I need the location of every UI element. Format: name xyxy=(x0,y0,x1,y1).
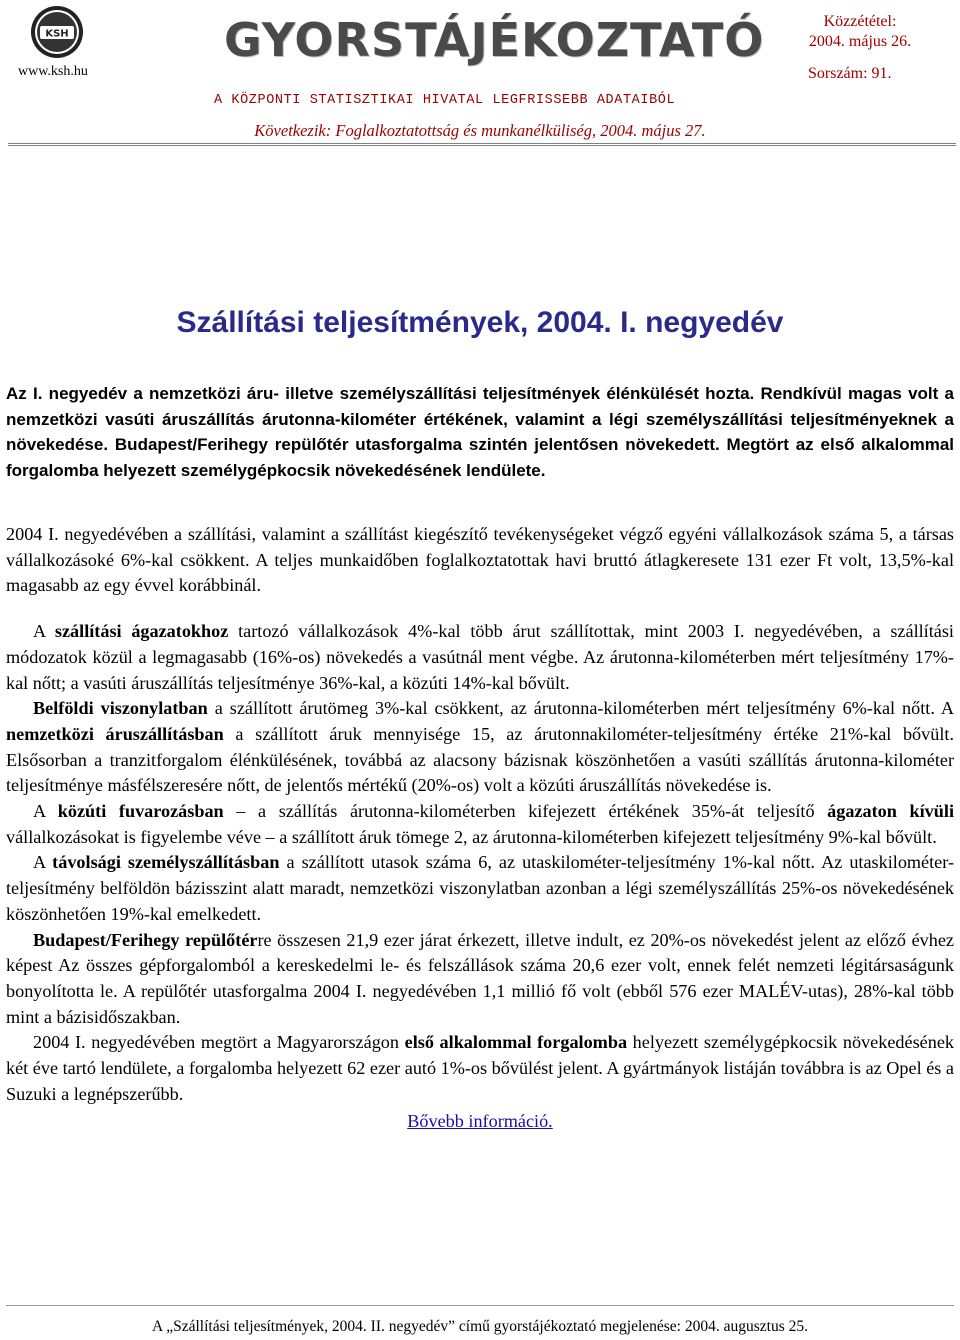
emphasis-road-freight: közúti fuvarozásban xyxy=(57,801,224,822)
emphasis-first-registration: első alkalommal forgalomba xyxy=(404,1032,628,1053)
site-url[interactable]: www.ksh.hu xyxy=(18,64,88,79)
publication-info xyxy=(800,12,920,52)
header-divider xyxy=(8,143,956,146)
paragraph-sectors xyxy=(6,619,954,696)
publication-date: 2004. május 26. xyxy=(808,33,912,50)
paragraph-cars xyxy=(6,1030,954,1107)
text-run: A xyxy=(33,801,58,822)
text-run: a szállított utasok száma 6, az utaskilométer-teljesítmény 1%-kal nőtt. Az utaskilométer-teljesítmény belföldön bázisszint alatt maradt, nemzetközi viszonylatban azonban a légi személyszállítás 25%-os növekedésének köszönhetően 19%-kal emelkedett. xyxy=(6,852,955,924)
issue-number: Sorszám: 91. xyxy=(808,65,892,82)
text-run: helyezett személygépkocsik növekedésének két éve tartó lendülete, a forgalomba helyezett 62 ezer autó 1%-os bővülést jelent. A gyártmányok listáján továbbra is az Opel és a Suzuki a legnépszerűbb. xyxy=(6,1032,954,1104)
text-run: re összesen 21,9 ezer járat érkezett, illetve indult, ez 20%-os növekedést jelent az előző évhez képest Az összes gépforgalomból a kereskedelmi le- és felszállások száma 20,6 ezer volt, ennek felét nemzeti légitársaságunk bonyolította le. A repülőtér utasforgalma 2004 I. negyedévében 1,1 millió fő volt (ebből 576 ezer MALÉV-utas), 28%-kal több mint a bázisidőszakban. xyxy=(6,929,954,1027)
logo-lettering: KSH xyxy=(45,28,69,40)
paragraph-road-freight xyxy=(6,799,954,850)
text-run: vállalkozásokat is figyelembe véve – a szállított áruk tömege 2, az árutonna-kilométerben kifejezett teljesítmény 9%-kal bővült. xyxy=(6,826,937,847)
text-run: a szállított árutömeg 3%-kal csökkent, az árutonna-kilométerben mért teljesítmény 6%-kal nőtt. A xyxy=(207,698,954,719)
footer-divider xyxy=(6,1305,954,1306)
emphasis-international: nemzetközi áruszállításban xyxy=(6,723,224,744)
lead-paragraph: Az I. negyedév a nemzetközi áru- illetve személyszállítási teljesítmények élénkülését hozta. Rendkívül magas volt a nemzetközi vasúti áruszállítás árutonna-kilométer értékének, valamint a légi személyszállítási teljesítményeknek a növekedése. Budapest/Ferihegy repülőtér utasforgalma szintén jelentősen növekedett. Megtört az első alkalommal forgalomba helyezett személygépkocsik növekedésének lendülete. xyxy=(6,384,954,480)
brand-subtitle: A KÖZPONTI STATISZTIKAI HIVATAL LEGFRISSEBB ADATAIBÓL xyxy=(214,93,676,108)
brand-title: GYORSTÁJÉKOZTATÓ xyxy=(224,13,765,67)
emphasis-outside-sector: ágazaton kívüli xyxy=(827,801,954,822)
footer-note: A „Szállítási teljesítmények, 2004. II. negyedév” című gyorstájékoztató megjelenése: 2004. augusztus 25. xyxy=(152,1318,808,1335)
more-info-link[interactable]: Bővebb információ. xyxy=(407,1111,553,1132)
text-run: 2004 I. negyedévében megtört a Magyarországon xyxy=(33,1032,405,1053)
paragraph-domestic-international xyxy=(6,696,954,799)
brand-banner xyxy=(224,10,765,70)
paragraph-enterprises: 2004 I. negyedévében a szállítási, valamint a szállítást kiegészítő tevékenységeket végző egyéni vállalkozások száma 5, a társas vállalkozásoké 6%-kal csökkent. A teljes munkaidőben foglalkoztatottak havi bruttó átlagkeresete 131 ezer Ft volt, 13,5%-kal magasabb az egy évvel korábbinál. xyxy=(6,524,954,596)
paragraph-airport xyxy=(6,928,954,1031)
emphasis-passenger: távolsági személyszállításban xyxy=(52,852,280,873)
emphasis-domestic: Belföldi viszonylatban xyxy=(33,698,208,719)
emphasis-sectors: szállítási ágazatokhoz xyxy=(54,621,229,642)
article-body xyxy=(6,522,954,1135)
page-title: Szállítási teljesítmények, 2004. I. negyedév xyxy=(176,306,784,339)
text-run: – a szállítás árutonna-kilométerben kifejezett értékének 35%-át teljesítő xyxy=(223,801,828,822)
publication-label: Közzététel: xyxy=(823,13,897,30)
next-release-note: Következik: Foglalkoztatottság és munkanélküliség, 2004. május 27. xyxy=(254,121,706,140)
text-run: tartozó vállalkozások 4%-kal több árut szállítottak, mint 2003 I. negyedévében, a szállítási módozatok közül a legmagasabb (16%-os) növekedés a vasútnál ment végbe. Az árutonna-kilométerben mért teljesítmény 17%-kal nőtt; a vasúti áruszállítás teljesítménye 36%-kal, a közúti 14%-kal bővült. xyxy=(6,621,954,693)
ksh-logo xyxy=(30,5,84,59)
text-run: a szállított áruk mennyisége 15, az árutonnakilométer-teljesítmény értéke 21%-kal bővült. Elsősorban a tranzitforgalom élénkülésének, továbbá az alacsony bázisnak köszönhetően a vasúti szállítás árutonna-kilométer teljesítménye másfélszeresére nőtt, de jelentős mértékű (20%-os) volt a közúti áruszállítás növekedése is. xyxy=(6,723,954,796)
emphasis-airport: Budapest/Ferihegy repülőtér xyxy=(33,929,258,950)
text-run: A xyxy=(33,621,55,642)
text-run: A xyxy=(33,852,53,873)
paragraph-passenger xyxy=(6,850,954,927)
